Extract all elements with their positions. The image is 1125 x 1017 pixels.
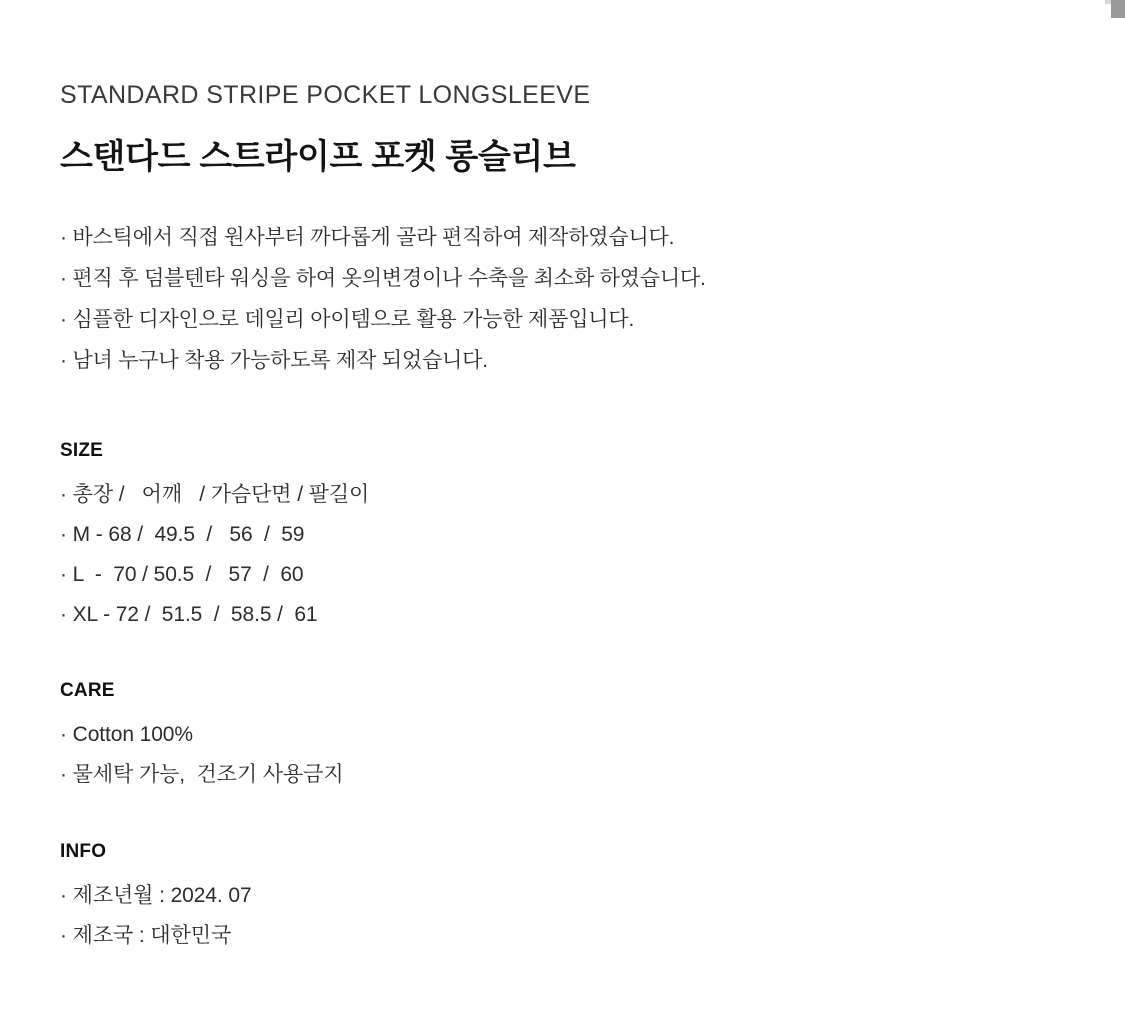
description-line: · 편직 후 덤블텐타 워싱을 하여 옷의변경이나 수축을 최소화 하였습니다. <box>60 266 706 290</box>
size-section <box>60 381 1060 636</box>
product-description-content <box>60 0 1060 956</box>
info-section <box>60 795 1060 956</box>
size-section-lines <box>60 461 1060 635</box>
description-line: · 심플한 디자인으로 데일리 아이템으로 활용 가능한 제품입니다. <box>60 307 635 331</box>
care-line: · 물세탁 가능, 건조기 사용금지 <box>60 763 344 787</box>
care-section-lines <box>60 702 1060 795</box>
info-line: · 제조국 : 대한민국 <box>60 924 232 948</box>
care-section <box>60 635 1060 795</box>
size-line: · XL - 72 / 51.5 / 58.5 / 61 <box>60 603 318 627</box>
description-line: · 바스틱에서 직접 원사부터 까다롭게 골라 편직하여 제작하였습니다. <box>60 225 675 249</box>
info-line: · 제조년월 : 2024. 07 <box>60 884 252 908</box>
care-line: · Cotton 100% <box>60 723 193 747</box>
info-section-heading: INFO <box>60 841 107 863</box>
size-line: · L - 70 / 50.5 / 57 / 60 <box>60 563 304 587</box>
product-title-english: STANDARD STRIPE POCKET LONGSLEEVE <box>60 81 591 109</box>
size-section-heading: SIZE <box>60 439 104 461</box>
size-line: · M - 68 / 49.5 / 56 / 59 <box>60 523 305 547</box>
scrollbar-thumb[interactable] <box>1111 0 1125 18</box>
description-line: · 남녀 누구나 착용 가능하도록 제작 되었습니다. <box>60 348 488 372</box>
size-line: · 총장 / 어깨 / 가슴단면 / 팔길이 <box>60 483 370 507</box>
product-title-korean: 스탠다드 스트라이프 포켓 롱슬리브 <box>60 138 576 176</box>
care-section-heading: CARE <box>60 680 115 702</box>
scrollbar-track-mark <box>1105 0 1111 4</box>
product-description-list <box>60 179 1060 381</box>
info-section-lines <box>60 863 1060 956</box>
